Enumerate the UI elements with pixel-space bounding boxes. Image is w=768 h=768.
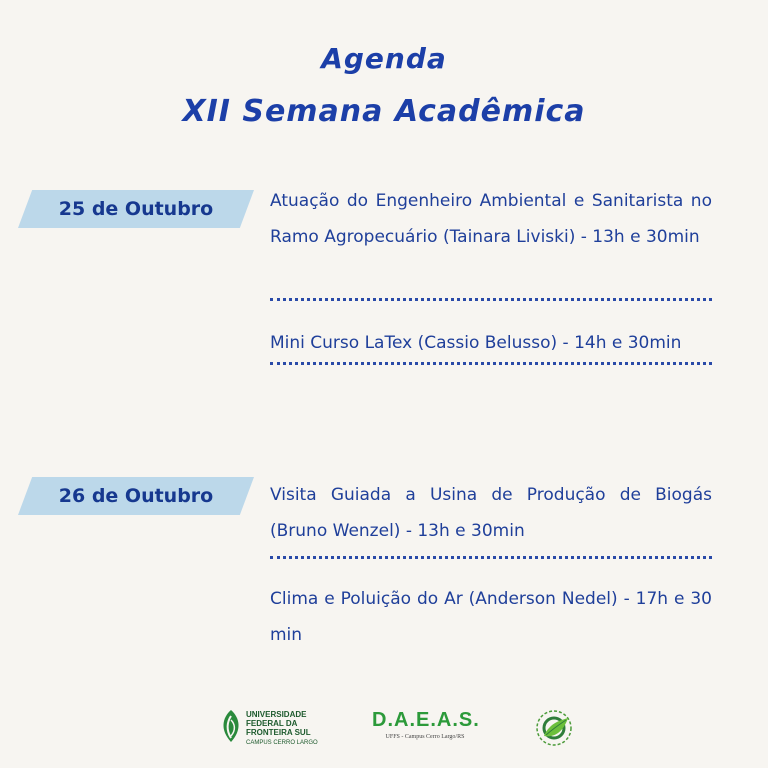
uffs-leaf-icon <box>218 708 244 744</box>
uffs-campus: CAMPUS CERRO LARGO <box>246 740 318 746</box>
event-item-1: Atuação do Engenheiro Ambiental e Sanitarista no Ramo Agropecuário (Tainara Liviski) - 13h e 30min <box>270 191 712 247</box>
uffs-logo <box>218 706 340 750</box>
divider-1 <box>270 298 712 301</box>
page-title-agenda: Agenda <box>321 42 447 75</box>
daers-name: D.A.E.A.S. <box>372 709 480 731</box>
date-label-2: 26 de Outubro <box>58 485 214 507</box>
footer-logos <box>0 700 768 756</box>
date-label-1: 25 de Outubro <box>58 198 214 220</box>
event-item-3: Visita Guiada a Usina de Produção de Biogás (Bruno Wenzel) - 13h e 30min <box>270 485 712 541</box>
uffs-name: UNIVERSIDADE FEDERAL DA FRONTEIRA SUL <box>246 710 311 737</box>
daers-subtitle: UFFS - Campus Cerro Largo/RS <box>385 734 465 740</box>
event-item-4: Clima e Poluição do Ar (Anderson Nedel) - 17h e 30 min <box>270 589 712 645</box>
divider-2 <box>270 362 712 365</box>
page-title-event: XII Semana Acadêmica <box>182 94 586 129</box>
gear-leaf-logo-icon <box>534 708 574 748</box>
divider-3 <box>270 556 712 559</box>
daers-logo <box>372 706 478 750</box>
event-item-2: Mini Curso LaTex (Cassio Belusso) - 14h e 30min <box>270 333 682 353</box>
